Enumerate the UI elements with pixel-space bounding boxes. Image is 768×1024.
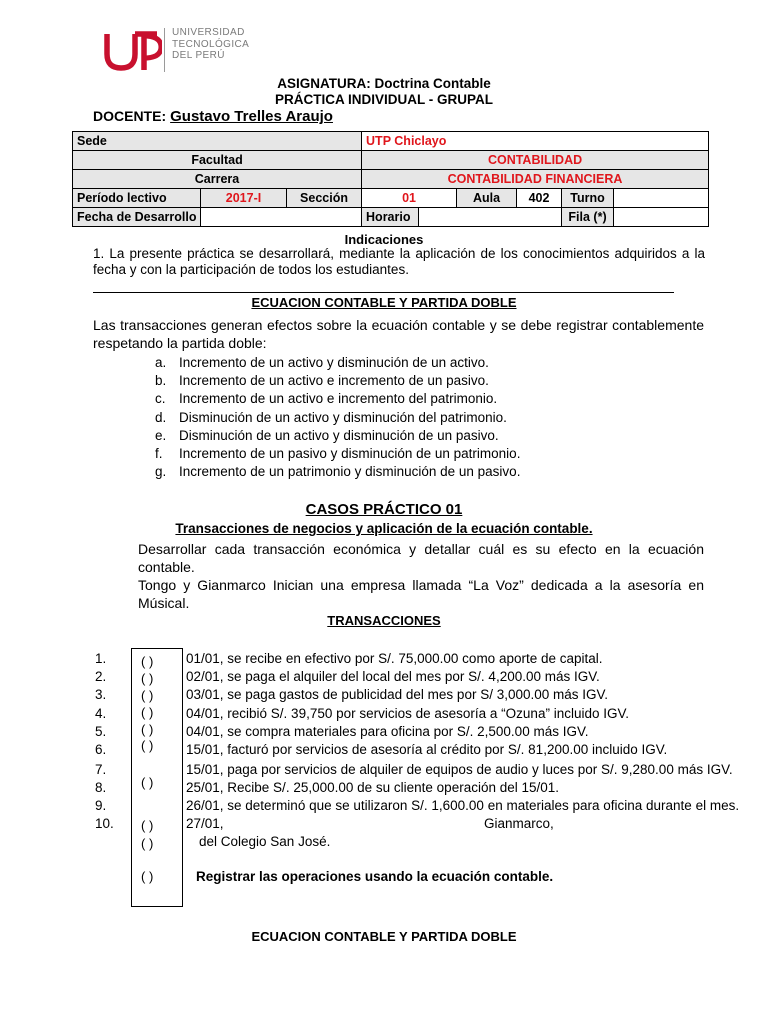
docente-label: DOCENTE: [93, 108, 167, 124]
facultad-label: Facultad [73, 151, 362, 170]
logo-line-2: TECNOLÓGICA [172, 38, 250, 50]
row-sede [73, 132, 709, 151]
answer-slot[interactable]: ( ) [141, 738, 154, 753]
carrera-value: CONTABILIDAD FINANCIERA [362, 170, 709, 189]
answer-slot[interactable]: ( ) [141, 818, 154, 833]
horario-label: Horario [362, 208, 419, 227]
transaction-text: 25/01, Recibe S/. 25,000.00 de su cliente operación del 15/01. [186, 780, 560, 795]
list-item: e. Disminución de un activo y disminución de un pasivo. [155, 427, 499, 443]
transaction-number: 10. [95, 816, 114, 831]
fecha-label: Fecha de Desarrollo [73, 208, 201, 227]
footer-section-title: ECUACION CONTABLE Y PARTIDA DOBLE [251, 929, 517, 944]
answer-slot[interactable]: ( ) [141, 775, 154, 790]
row-facultad [73, 151, 709, 170]
transaction-text-line2: del Colegio San José. [199, 834, 331, 849]
transaction-text: 01/01, se recibe en efectivo por S/. 75,000.00 como aporte de capital. [186, 651, 603, 666]
casos-desc-2: Tongo y Gianmarco Inician una empresa llamada “La Voz” dedicada a la asesoría en Músical. [138, 577, 704, 611]
aula-label: Aula [457, 189, 517, 208]
transaction-text: 26/01, se determinó que se utilizaron S/. 1,600.00 en materiales para oficina durante el mes. [186, 798, 740, 813]
transaction-text: 03/01, se paga gastos de publicidad del mes por S/ 3,000.00 más IGV. [186, 687, 609, 702]
transaction-text: 15/01, facturó por servicios de asesoría al crédito por S/. 81,200.00 incluido IGV. [186, 742, 668, 757]
list-item: d. Disminución de un activo y disminución del patrimonio. [155, 409, 507, 425]
fila-label: Fila (*) [562, 208, 614, 227]
docente [93, 108, 333, 125]
transaction-number: 1. [95, 651, 107, 666]
register-instruction: Registrar las operaciones usando la ecuación contable. [196, 869, 554, 884]
aula-value: 402 [517, 189, 562, 208]
transaction-number: 2. [95, 669, 107, 684]
carrera-label: Carrera [73, 170, 362, 189]
transaction-text: 04/01, recibió S/. 39,750 por servicios de asesoría a “Ozuna” incluido IGV. [186, 706, 629, 721]
university-name [172, 27, 249, 62]
transaction-text: 15/01, paga por servicios de alquiler de equipos de audio y luces por S/. 9,280.00 más IGV. [186, 762, 733, 777]
indicaciones-text: 1. La presente práctica se desarrollará, mediante la aplicación de los conocimientos adquiridos a la fecha y con la participación de todos los estudiantes. [93, 246, 705, 277]
list-item: c. Incremento de un activo e incremento del patrimonio. [155, 391, 498, 407]
section-intro: Las transacciones generan efectos sobre la ecuación contable y se debe registrar contablemente respetando la partida doble: [93, 317, 704, 351]
logo-line-3: DEL PERÚ [172, 50, 225, 61]
transaction-text: 02/01, se paga el alquiler del local del mes por S/. 4,200.00 más IGV. [186, 669, 600, 684]
logo-line-1: UNIVERSIDAD [172, 27, 245, 38]
practica-title: PRÁCTICA INDIVIDUAL - GRUPAL [275, 92, 493, 107]
transaction-number: 8. [95, 780, 107, 795]
row-fecha [73, 208, 709, 227]
horario-value [419, 208, 562, 227]
section-title: ECUACION CONTABLE Y PARTIDA DOBLE [251, 295, 517, 310]
sede-value: UTP Chiclayo [362, 132, 709, 151]
transaction-number: 3. [95, 687, 107, 702]
transaction-number: 7. [95, 762, 107, 777]
casos-title: CASOS PRÁCTICO 01 [305, 501, 463, 518]
transaction-text-extra: Gianmarco, [484, 816, 554, 831]
course-info-table [72, 131, 709, 227]
answer-slot[interactable]: ( ) [141, 671, 154, 686]
facultad-value: CONTABILIDAD [362, 151, 709, 170]
indicaciones-title: Indicaciones [344, 232, 424, 247]
seccion-value: 01 [362, 189, 457, 208]
casos-desc-1: Desarrollar cada transacción económica y detallar cuál es su efecto en la ecuación contable. [138, 541, 704, 575]
list-item: f. Incremento de un pasivo y disminución de un patrimonio. [155, 445, 521, 461]
periodo-value: 2017-I [201, 189, 287, 208]
list-item: b. Incremento de un activo e incremento de un pasivo. [155, 373, 489, 389]
transaction-text: 04/01, se compra materiales para oficina por S/. 2,500.00 más IGV. [186, 724, 589, 739]
seccion-label: Sección [287, 189, 362, 208]
logo-separator [164, 28, 165, 72]
answer-slot[interactable]: ( ) [141, 705, 154, 720]
transaction-text: 27/01, [186, 816, 224, 831]
fecha-value [201, 208, 362, 227]
answer-slot[interactable]: ( ) [141, 722, 154, 737]
transaction-number: 4. [95, 706, 107, 721]
utp-logo [104, 28, 162, 72]
answer-slot[interactable]: ( ) [141, 654, 154, 669]
transacciones-title: TRANSACCIONES [327, 613, 441, 628]
docente-name: Gustavo Trelles Araujo [170, 108, 333, 125]
fila-value [614, 208, 709, 227]
transaction-number: 5. [95, 724, 107, 739]
sede-label: Sede [73, 132, 362, 151]
answer-slot[interactable]: ( ) [141, 688, 154, 703]
effects-list [155, 354, 520, 481]
casos-subtitle: Transacciones de negocios y aplicación de la ecuación contable. [175, 521, 593, 536]
row-carrera [73, 170, 709, 189]
divider [93, 292, 674, 293]
list-item: a. Incremento de un activo y disminución de un activo. [155, 355, 489, 370]
asignatura-title: ASIGNATURA: Doctrina Contable [277, 76, 491, 91]
row-periodo [73, 189, 709, 208]
list-item: g. Incremento de un patrimonio y disminución de un pasivo. [155, 464, 521, 480]
periodo-label: Período lectivo [73, 189, 201, 208]
answer-slot[interactable]: ( ) [141, 869, 154, 884]
turno-value [614, 189, 709, 208]
transaction-number: 9. [95, 798, 107, 813]
transaction-number: 6. [95, 742, 107, 757]
turno-label: Turno [562, 189, 614, 208]
answer-slot[interactable]: ( ) [141, 836, 154, 851]
answer-box [131, 648, 183, 907]
